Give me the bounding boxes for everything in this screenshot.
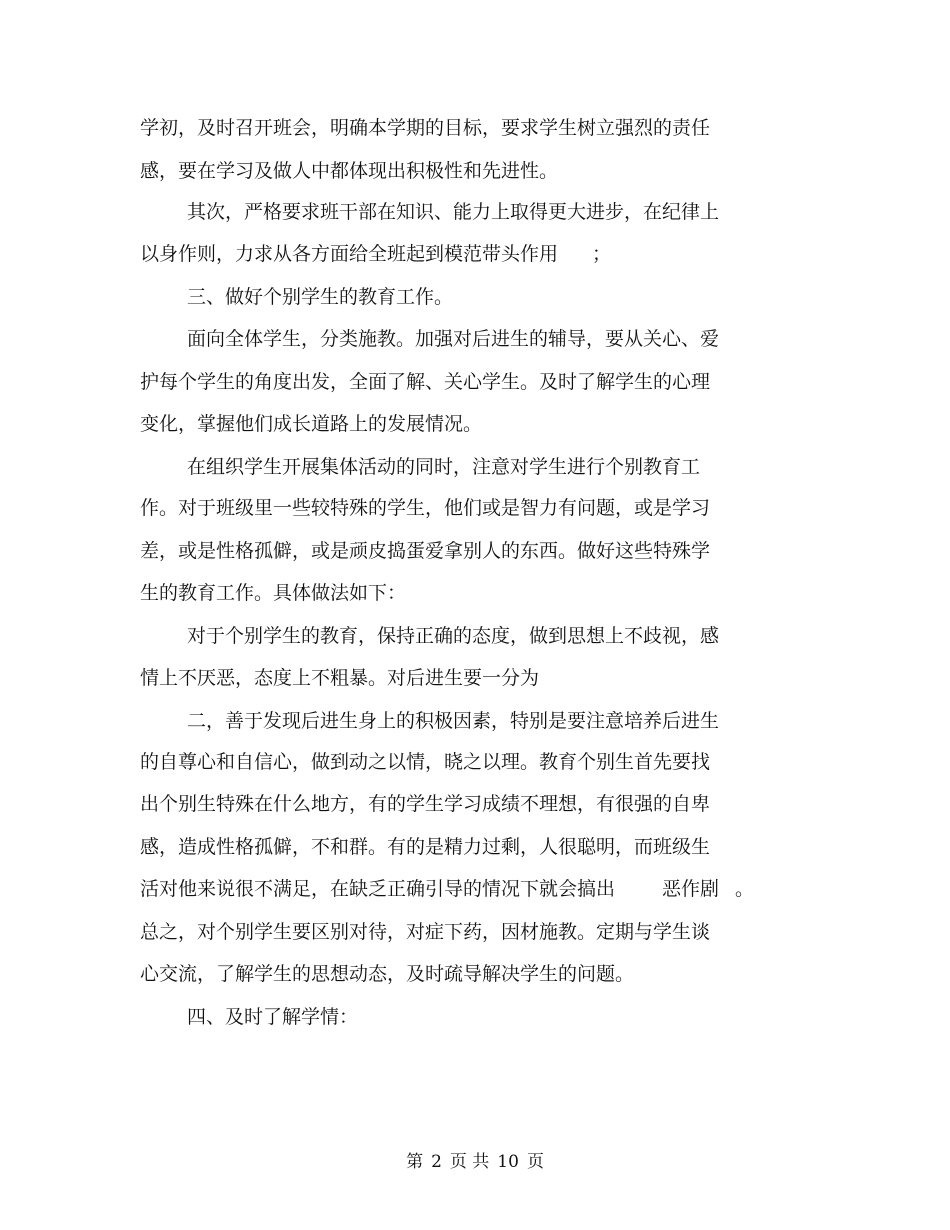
paragraph-line: 的自尊心和自信心，做到动之以情，晓之以理。教育个别生首先要找: [140, 751, 711, 773]
paragraph-line: 出个别生特殊在什么地方，有的学生学习成绩不理想，有很强的自卑: [140, 793, 711, 815]
semicolon: ；: [592, 243, 612, 265]
section-heading: 三、做好个别学生的教育工作。: [187, 286, 454, 308]
paragraph-line: 学初，及时召开班会，明确本学期的目标，要求学生树立强烈的责任: [140, 117, 711, 139]
footer-suffix: 页: [526, 1152, 544, 1172]
paragraph-line: 护每个学生的角度出发，全面了解、关心学生。及时了解学生的心理: [140, 371, 711, 393]
paragraph-line: 感，要在学习及做人中都体现出积极性和先进性。: [140, 160, 559, 182]
paragraph-line: 面向全体学生，分类施教。加强对后进生的辅导，要从关心、爱: [187, 328, 720, 350]
paragraph-line: 变化，掌握他们成长道路上的发展情况。: [140, 413, 483, 435]
paragraph-line: 总之，对个别学生要区别对待，对症下药，因材施教。定期与学生谈: [140, 921, 711, 943]
paragraph-line: 在组织学生开展集体活动的同时，注意对学生进行个别教育工: [187, 456, 701, 478]
paragraph-line: [140, 877, 754, 901]
paragraph-line: 感，造成性格孤僻，不和群。有的是精力过剩，人很聪明，而班级生: [140, 836, 711, 858]
paragraph-line: 生的教育工作。具体做法如下：: [140, 582, 407, 604]
paragraph-line: 心交流，了解学生的思想动态，及时疏导解决学生的问题。: [140, 963, 635, 985]
footer-prefix: 第: [406, 1152, 424, 1172]
paragraph-line: 作。对于班级里一些较特殊的学生，他们或是智力有问题，或是学习: [140, 497, 711, 519]
paragraph-line: [140, 242, 611, 266]
section-heading: 四、及时了解学情：: [187, 1006, 359, 1028]
line-text: 活对他来说很不满足，在缺乏正确引导的情况下就会搞出: [140, 878, 616, 900]
paragraph-line: 对于个别学生的教育，保持正确的态度，做到思想上不歧视，感: [187, 625, 720, 647]
paragraph-line: 情上不厌恶，态度上不粗暴。对后进生要一分为: [140, 667, 540, 689]
paragraph-line: 差，或是性格孤僻，或是顽皮捣蛋爱拿别人的东西。做好这些特殊学: [140, 540, 711, 562]
emphasis-text: 恶作剧: [662, 878, 720, 900]
period: 。: [735, 878, 755, 900]
paragraph-line: 其次，严格要求班干部在知识、能力上取得更大进步，在纪律上: [187, 201, 720, 223]
line-text: 以身作则，力求从各方面给全班起到模范带头作用: [140, 243, 559, 265]
paragraph-line: 二，善于发现后进生身上的积极因素，特别是要注意培养后进生: [187, 710, 720, 732]
page-footer: [0, 1150, 950, 1174]
total-pages: 10: [497, 1152, 519, 1172]
footer-middle: 页 共: [449, 1152, 490, 1172]
current-page-number: 2: [431, 1152, 442, 1172]
